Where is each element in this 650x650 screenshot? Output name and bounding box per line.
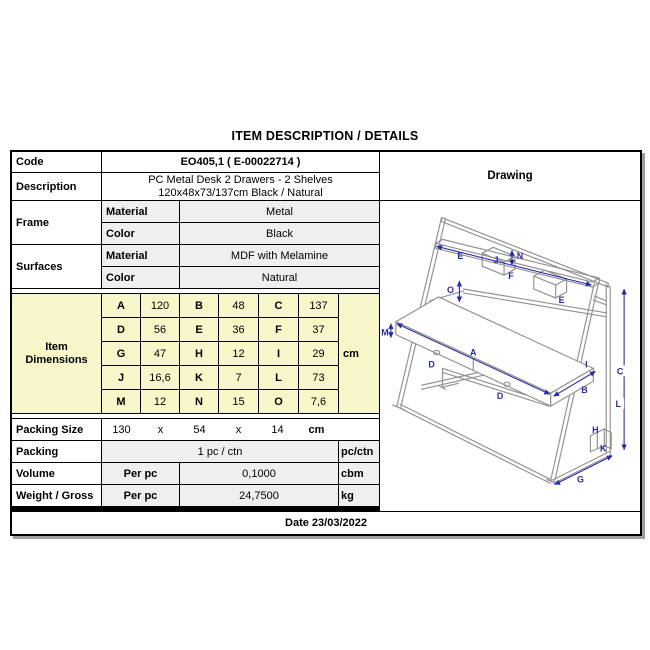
drawing-header: Drawing	[380, 152, 640, 201]
page-title: ITEM DESCRIPTION / DETAILS	[231, 129, 419, 143]
packing-unit: pc/ctn	[339, 441, 379, 462]
packing-value: 1 pc / ctn	[102, 441, 338, 462]
dim-key-cell: O	[259, 390, 298, 413]
dim-value-cell: 12	[141, 390, 179, 413]
dim-label-g: G	[576, 474, 584, 485]
dim-key-cell: E	[180, 318, 218, 341]
dim-key-cell: K	[180, 366, 218, 389]
dim-key-cell: G	[102, 342, 140, 365]
dim-key-cell: F	[259, 318, 298, 341]
description-line2: 120x48x73/137cm Black / Natural	[158, 186, 323, 199]
date-row: Date 23/03/2022	[12, 511, 640, 534]
frame-color-value: Black	[180, 223, 379, 244]
dim-value-cell: 48	[219, 294, 258, 317]
desk-drawing	[380, 201, 640, 506]
surfaces-label: Surfaces	[12, 245, 101, 288]
surfaces-material-label: Material	[102, 245, 179, 266]
dim-key-cell: C	[259, 294, 298, 317]
dimensions-unit: cm	[339, 294, 379, 413]
details-table	[12, 152, 380, 511]
dim-label-a: A	[470, 347, 477, 358]
packing-label: Packing	[12, 441, 101, 462]
surfaces-color-label: Color	[102, 267, 179, 288]
code-label: Code	[12, 152, 101, 172]
dim-value-cell: 12	[219, 342, 258, 365]
dim-label-n: N	[516, 251, 524, 262]
sheet-body	[12, 152, 640, 511]
frame-material-label: Material	[102, 201, 179, 222]
dim-label-k: K	[600, 443, 607, 454]
dim-label-j: J	[493, 255, 499, 266]
dim-label-c: C	[616, 366, 624, 377]
dim-label-d2: D	[496, 391, 504, 402]
dim-key-cell: A	[102, 294, 140, 317]
description-value	[102, 173, 379, 200]
weight-unit: kg	[339, 485, 379, 506]
surfaces-material-value: MDF with Melamine	[180, 245, 379, 266]
dim-value-cell: 7	[219, 366, 258, 389]
dim-value-cell: 16,6	[141, 366, 179, 389]
packing-size-width: 130	[112, 423, 131, 436]
weight-value: 24,7500	[180, 485, 338, 506]
dim-key-cell: H	[180, 342, 218, 365]
packing-size-depth: 54	[193, 423, 206, 436]
dim-value-cell: 47	[141, 342, 179, 365]
code-value: EO405,1 ( E-00022714 )	[102, 152, 379, 172]
dim-value-cell: 15	[219, 390, 258, 413]
separator	[12, 414, 379, 418]
dim-label-h: H	[592, 424, 599, 435]
drawing-panel	[380, 152, 640, 511]
surfaces-color-value: Natural	[180, 267, 379, 288]
description-label: Description	[12, 173, 101, 200]
dim-value-cell: 73	[299, 366, 338, 389]
dim-value-cell: 29	[299, 342, 338, 365]
weight-basis: Per pc	[102, 485, 179, 506]
dim-key-cell: D	[102, 318, 140, 341]
packing-size-height: 14	[271, 423, 284, 436]
dim-value-cell: 137	[299, 294, 338, 317]
dim-label-o: O	[446, 284, 454, 295]
dim-key-cell: L	[259, 366, 298, 389]
dim-value-cell: 120	[141, 294, 179, 317]
dim-value-cell: 36	[219, 318, 258, 341]
spec-sheet	[10, 150, 642, 536]
dim-label-e2: E	[558, 294, 565, 305]
dim-key-cell: B	[180, 294, 218, 317]
times-sign: x	[235, 423, 242, 436]
packing-size-label: Packing Size	[12, 419, 101, 440]
dim-value-cell: 7,6	[299, 390, 338, 413]
dim-key-cell: M	[102, 390, 140, 413]
description-line1: PC Metal Desk 2 Drawers - 2 Shelves	[148, 173, 333, 186]
frame-label: Frame	[12, 201, 101, 244]
dim-label-m: M	[381, 327, 389, 338]
dim-label-e1: E	[457, 251, 464, 262]
dim-key-cell: N	[180, 390, 218, 413]
frame-material-value: Metal	[180, 201, 379, 222]
weight-label: Weight / Gross	[12, 485, 101, 506]
volume-value: 0,1000	[180, 463, 338, 484]
dim-label-i: I	[585, 359, 588, 370]
dimensions-label: Item Dimensions	[12, 294, 101, 413]
dim-label-f: F	[508, 271, 514, 282]
times-sign: x	[157, 423, 164, 436]
dim-label-l: L	[615, 399, 621, 410]
dim-label-b: B	[581, 385, 588, 396]
dim-label-d1: D	[428, 359, 435, 370]
separator	[12, 289, 379, 293]
packing-size-unit: cm	[308, 423, 325, 436]
dim-key-cell: J	[102, 366, 140, 389]
dim-value-cell: 37	[299, 318, 338, 341]
packing-size-values	[102, 419, 379, 440]
volume-label: Volume	[12, 463, 101, 484]
dim-value-cell: 56	[141, 318, 179, 341]
dim-key-cell: I	[259, 342, 298, 365]
volume-unit: cbm	[339, 463, 379, 484]
frame-color-label: Color	[102, 223, 179, 244]
volume-basis: Per pc	[102, 463, 179, 484]
